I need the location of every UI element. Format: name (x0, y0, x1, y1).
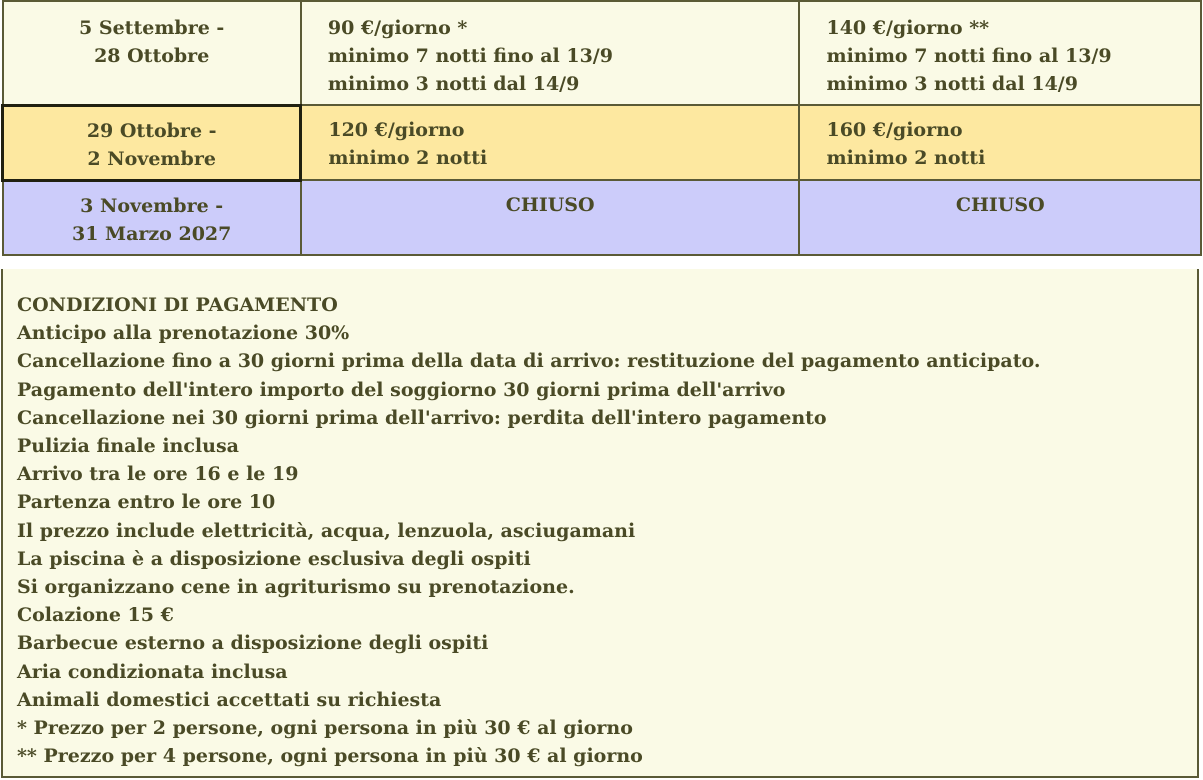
condition-line: Cancellazione nei 30 giorni prima dell'arrivo: perdita dell'intero pagamento (17, 406, 827, 429)
rates-table (1, 0, 1202, 256)
closed-label: CHIUSO (955, 194, 1045, 216)
price: 120 €/giorno (328, 119, 465, 141)
closed-label: CHIUSO (505, 194, 595, 216)
condition-line: ** Prezzo per 4 persone, ogni persona in più 30 € al giorno (17, 745, 643, 768)
rate-row (3, 180, 1202, 255)
price: 160 €/giorno (826, 119, 963, 141)
period-end: 31 Marzo 2027 (71, 222, 232, 245)
period-cell (3, 1, 301, 105)
condition-line: * Prezzo per 2 persone, ogni persona in più 30 € al giorno (17, 717, 633, 740)
conditions-title: CONDIZIONI DI PAGAMENTO (17, 294, 338, 316)
rate-row (3, 1, 1202, 105)
period-start: 5 Settembre - (79, 17, 225, 39)
condition-line: Pagamento dell'intero importo del soggiorno 30 giorni prima dell'arrivo (17, 378, 786, 401)
min-stay: minimo 7 notti fino al 13/9 (327, 45, 613, 67)
price-cell-b (799, 1, 1201, 105)
condition-line: Colazione 15 € (17, 604, 174, 627)
condition-line: Si organizzano cene in agriturismo su prenotazione. (17, 576, 575, 599)
closed-cell-b (799, 180, 1201, 255)
condition-line: La piscina è a disposizione esclusiva degli ospiti (17, 547, 531, 570)
condition-line: Pulizia finale inclusa (17, 435, 239, 458)
min-stay: minimo 7 notti fino al 13/9 (826, 45, 1112, 67)
price-cell-a (301, 105, 800, 180)
closed-cell-a (301, 180, 800, 255)
payment-conditions (1, 269, 1199, 778)
period-end: 2 Novembre (87, 147, 216, 170)
min-stay: minimo 3 notti dal 14/9 (327, 73, 580, 95)
condition-line: Il prezzo include elettricità, acqua, lenzuola, asciugamani (17, 519, 636, 542)
condition-line: Barbecue esterno a disposizione degli ospiti (17, 632, 489, 655)
period-end: 28 Ottobre (94, 45, 210, 67)
condition-line: Aria condizionata inclusa (17, 660, 288, 683)
condition-line: Arrivo tra le ore 16 e le 19 (17, 463, 299, 486)
min-stay: minimo 2 notti (826, 147, 986, 169)
price: 140 €/giorno ** (826, 17, 990, 39)
rate-row (3, 105, 1202, 180)
period-start: 29 Ottobre - (86, 119, 217, 142)
condition-line: Cancellazione fino a 30 giorni prima della data di arrivo: restituzione del pagamento anticipato. (17, 350, 1041, 373)
price-cell-b (799, 105, 1201, 180)
price-cell-a (301, 1, 800, 105)
min-stay: minimo 3 notti dal 14/9 (826, 73, 1078, 95)
period-cell (3, 180, 301, 255)
condition-line: Partenza entro le ore 10 (17, 491, 276, 514)
condition-line: Animali domestici accettati su richiesta (17, 688, 442, 711)
period-start: 3 Novembre - (80, 194, 224, 217)
period-cell (3, 105, 301, 180)
price: 90 €/giorno * (327, 17, 468, 39)
condition-line: Anticipo alla prenotazione 30% (17, 322, 350, 345)
min-stay: minimo 2 notti (328, 147, 488, 169)
